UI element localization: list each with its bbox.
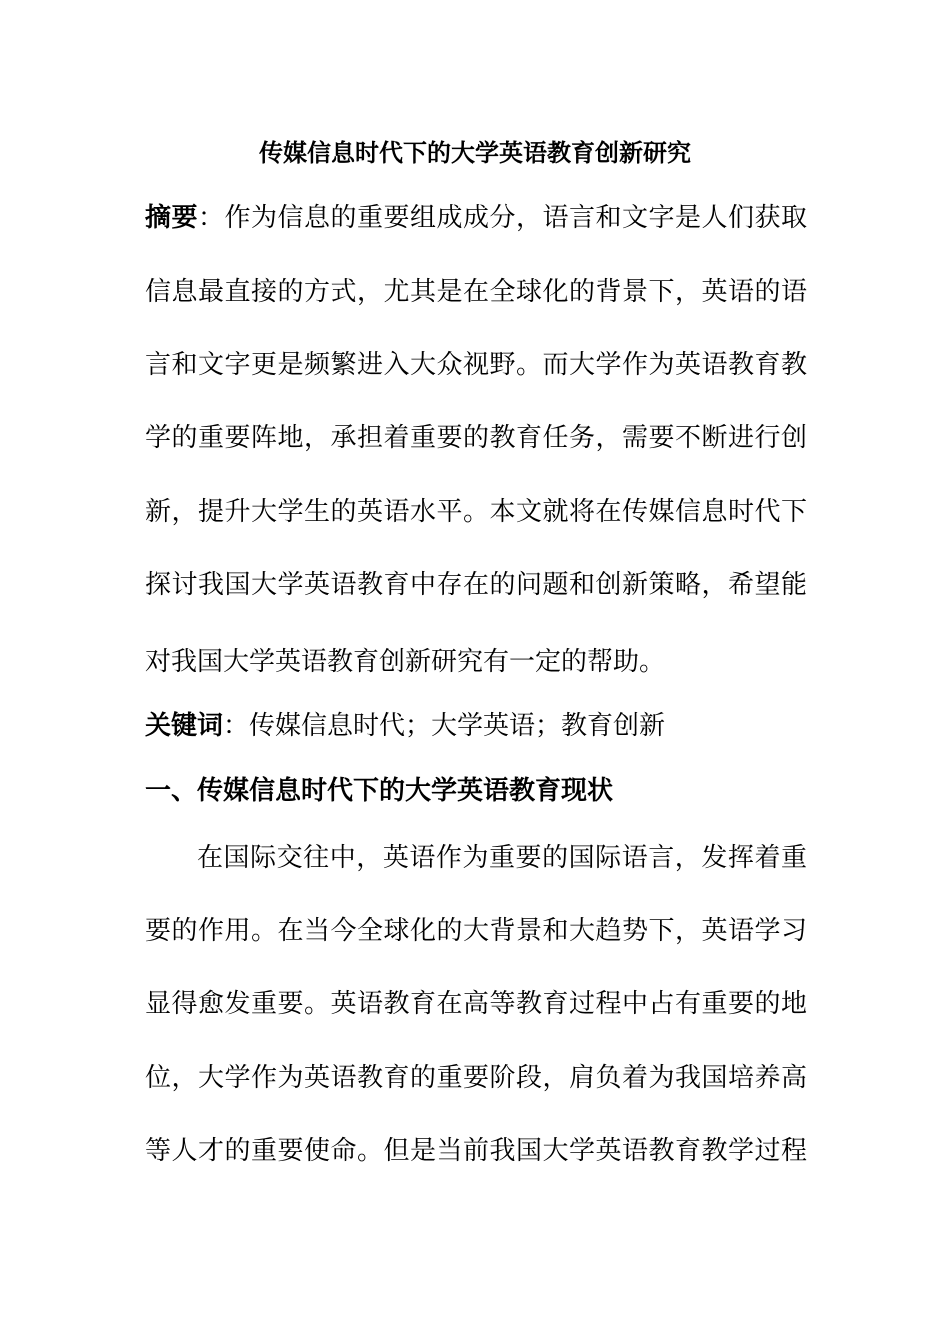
abstract-line-3: 言和文字更是频繁进入大众视野。而大学作为英语教育教 bbox=[145, 350, 807, 380]
keywords-text: ：传媒信息时代；大学英语；教育创新 bbox=[223, 711, 666, 741]
section-paragraph-line-3: 显得愈发重要。英语教育在高等教育过程中占有重要的地 bbox=[145, 989, 807, 1019]
abstract-line-1-text: ：作为信息的重要组成成分，语言和文字是人们获取 bbox=[198, 203, 807, 233]
abstract-line-1 bbox=[145, 201, 807, 235]
keywords-label: 关键词 bbox=[145, 711, 224, 741]
section-paragraph-line-2: 要的作用。在当今全球化的大背景和大趋势下，英语学习 bbox=[145, 916, 807, 946]
abstract-label: 摘要 bbox=[145, 203, 198, 233]
section-paragraph-line-4: 位，大学作为英语教育的重要阶段，肩负着为我国培养高 bbox=[145, 1063, 807, 1093]
abstract-line-4: 学的重要阵地，承担着重要的教育任务，需要不断进行创 bbox=[145, 423, 807, 453]
section-paragraph-line-1: 在国际交往中，英语作为重要的国际语言，发挥着重 bbox=[197, 843, 807, 873]
abstract-line-2: 信息最直接的方式，尤其是在全球化的背景下，英语的语 bbox=[145, 277, 807, 307]
document-title: 传媒信息时代下的大学英语教育创新研究 bbox=[259, 138, 691, 167]
abstract-line-7: 对我国大学英语教育创新研究有一定的帮助。 bbox=[145, 647, 666, 677]
section-heading: 一、传媒信息时代下的大学英语教育现状 bbox=[145, 776, 614, 806]
abstract-line-6: 探讨我国大学英语教育中存在的问题和创新策略，希望能 bbox=[145, 570, 807, 600]
abstract-line-5: 新，提升大学生的英语水平。本文就将在传媒信息时代下 bbox=[145, 497, 807, 527]
section-paragraph-line-5: 等人才的重要使命。但是当前我国大学英语教育教学过程 bbox=[145, 1136, 807, 1166]
keywords-line bbox=[145, 709, 807, 743]
